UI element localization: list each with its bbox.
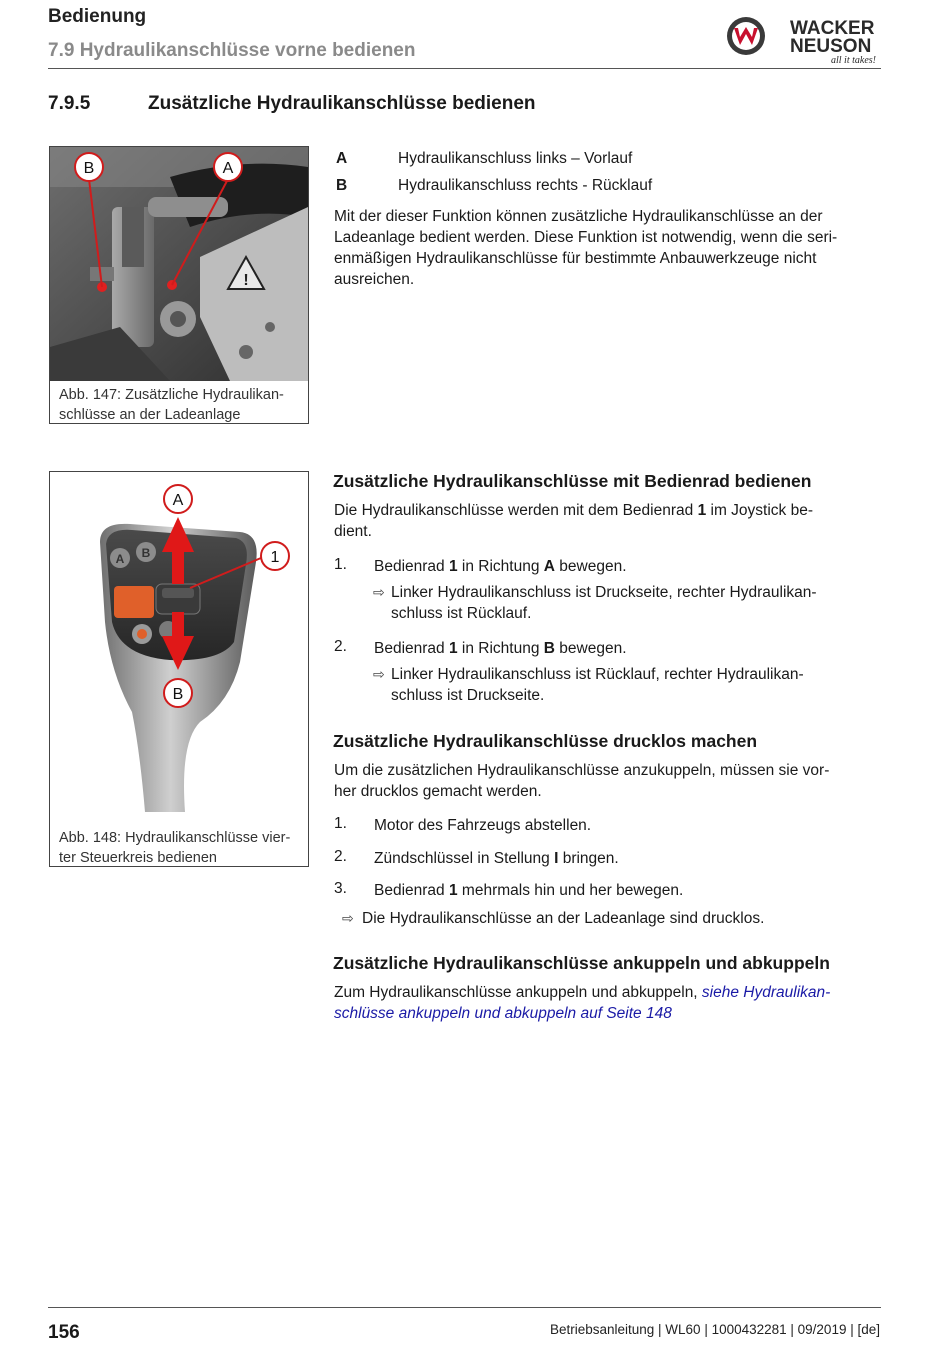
legend-text-b: Hydraulikanschluss rechts - Rücklauf	[398, 177, 653, 194]
block2-intro: Um die zusätzlichen Hydraulikanschlüsse anzukuppeln, müssen sie vor- her drucklos gemacht werden.	[334, 762, 830, 800]
fig2-callout-1: 1	[270, 549, 280, 566]
section-header: 7.9 Hydraulikanschlüsse vorne bedienen	[48, 40, 416, 61]
block2-step2: Zündschlüssel in Stellung I bringen.	[374, 850, 619, 867]
subheading-ankuppeln: Zusätzliche Hydraulikanschlüsse ankuppeln und abkuppeln	[333, 953, 830, 973]
logo-tagline: all it takes!	[831, 55, 876, 66]
legend-letter-a: A	[336, 150, 348, 167]
block1-step1-number: 1.	[334, 556, 347, 573]
block1-result2: Linker Hydraulikanschluss ist Rücklauf, rechter Hydraulikan- schluss ist Druckseite.	[391, 666, 804, 704]
logo-line2: NEUSON	[790, 36, 872, 57]
section-title: Zusätzliche Hydraulikanschlüsse bedienen	[148, 93, 536, 114]
loader-photo-illustration	[50, 147, 308, 381]
block2-step2-number: 2.	[334, 848, 347, 865]
block1-step1: Bedienrad 1 in Richtung A bewegen.	[374, 558, 627, 575]
cross-reference-link-cont[interactable]: schlüsse ankuppeln und abkuppeln auf Seite 148	[334, 1005, 672, 1022]
block2-step1-number: 1.	[334, 815, 347, 832]
legend-text-a: Hydraulikanschluss links – Vorlauf	[398, 150, 633, 167]
block1-step2: Bedienrad 1 in Richtung B bewegen.	[374, 640, 627, 657]
brand-logo	[724, 14, 884, 66]
block2-step3-number: 3.	[334, 880, 347, 897]
joystick-button-b: B	[141, 546, 151, 560]
section-number: 7.9.5	[48, 93, 91, 114]
footer-divider	[48, 1307, 881, 1308]
result-arrow-icon: ⇨	[373, 666, 385, 682]
document-info: Betriebsanleitung | WL60 | 1000432281 | 09/2019 | [de]	[549, 1322, 880, 1337]
figure-147-caption: Abb. 147: Zusätzliche Hydraulikan- schlüsse an der Ladeanlage	[59, 387, 284, 423]
header-divider	[48, 68, 881, 69]
figure-148	[49, 471, 309, 867]
joystick-illustration	[50, 472, 308, 812]
block1-intro: Die Hydraulikanschlüsse werden mit dem Bedienrad 1 im Joystick be- dient.	[334, 502, 813, 540]
joystick-button-a: A	[115, 552, 125, 566]
subheading-bedienrad: Zusätzliche Hydraulikanschlüsse mit Bedienrad bedienen	[333, 471, 812, 491]
block2-step1: Motor des Fahrzeugs abstellen.	[374, 817, 592, 834]
block2-step3: Bedienrad 1 mehrmals hin und her bewegen.	[374, 882, 684, 899]
fig2-callout-a: A	[172, 492, 184, 509]
fig1-callout-a: A	[222, 160, 234, 177]
block1-step2-number: 2.	[334, 638, 347, 655]
fig2-callout-b: B	[172, 686, 184, 703]
figure-148-caption: Abb. 148: Hydraulikanschlüsse vier- ter Steuerkreis bedienen	[59, 830, 291, 866]
subheading-drucklos: Zusätzliche Hydraulikanschlüsse drucklos machen	[333, 731, 758, 751]
logo-line1: WACKER	[790, 18, 875, 39]
chapter-title: Bedienung	[48, 6, 147, 27]
result-arrow-icon: ⇨	[342, 910, 354, 926]
page-number: 156	[48, 1322, 80, 1343]
figure-147	[49, 146, 309, 424]
cross-reference-link[interactable]: siehe Hydraulikan-	[701, 984, 831, 1001]
fig1-callout-b: B	[83, 160, 95, 177]
block1-result1: Linker Hydraulikanschluss ist Druckseite, rechter Hydraulikan- schluss ist Rücklauf.	[391, 584, 817, 622]
block3-paragraph: Zum Hydraulikanschlüsse ankuppeln und abkuppeln, siehe Hydraulikan- schlüsse ankuppeln und abkuppeln auf Seite 148	[334, 984, 831, 1022]
intro-paragraph: Mit der dieser Funktion können zusätzliche Hydraulikanschlüsse an der Ladeanlage bedient werden. Diese Funktion ist notwendig, wenn die seri- enmäßigen Hydraulikanschlüsse für bestimmte Anbauwerkzeuge nicht ausreichen.	[334, 208, 838, 288]
wacker-neuson-logo-icon	[724, 14, 884, 66]
legend-letter-b: B	[336, 177, 348, 194]
block2-result: Die Hydraulikanschlüsse an der Ladeanlage sind drucklos.	[362, 910, 765, 927]
result-arrow-icon: ⇨	[373, 584, 385, 600]
svg-text:!: !	[243, 272, 249, 289]
